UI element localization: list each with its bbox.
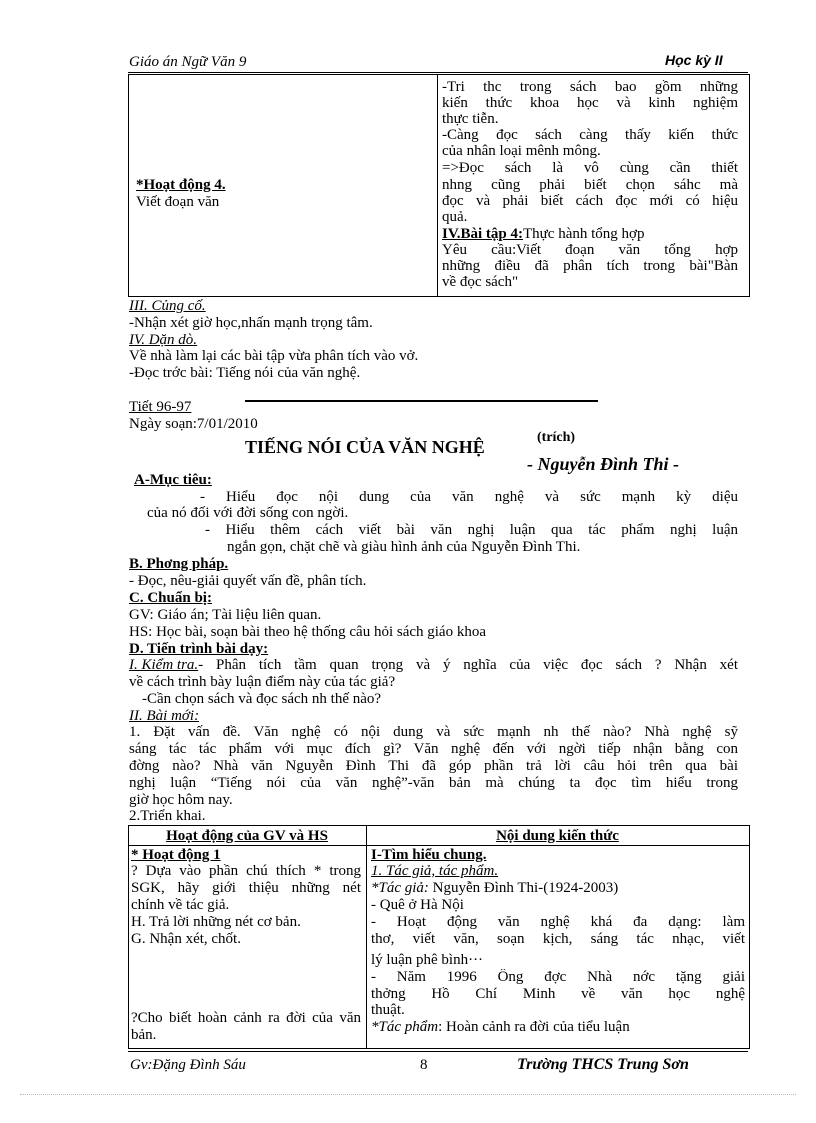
activity-line: chính về tác giả. [131,897,230,913]
process-heading: D. Tiến trình bài dạy: [129,641,269,657]
lesson-date: Ngày soạn:7/01/2010 [129,416,258,432]
author-label: *Tác giả: [371,880,429,896]
table-divider [437,74,438,296]
content-line: - Hoạt động văn nghệ khá đa dạng: làm [371,914,745,930]
check-label: I. Kiểm tra. [129,657,199,673]
header-rule [128,72,748,73]
content-line: - Năm 1996 Ông đợc Nhà nớc tặng giải [371,969,745,985]
objective-line: của nó đối với đời sống con ngời. [147,505,349,521]
table-divider [366,825,367,1048]
work-text: : Hoàn cảnh ra đời của tiểu luận [438,1019,630,1035]
activity-line: G. Nhận xét, chốt. [131,931,241,947]
new-lesson-line: sáng tác tác phẩm với mục đích gì? Văn nghệ đến với ngời tiếp nhận bằng con [129,741,738,757]
author-work-subheading: 1. Tác giả, tác phẩm. [371,863,499,879]
header-title: Giáo án Ngữ Văn 9 [129,54,247,70]
footer-rule [128,1051,748,1052]
work-line [371,1019,630,1035]
content-line: của nhân loại mênh mông. [442,143,601,159]
footer-page-number: 8 [420,1057,428,1073]
section-separator [245,400,598,402]
method-text: - Đọc, nêu-giải quyết vấn đề, phân tích. [129,573,367,589]
content-line: đọc và phải biết cách đọc mới có hiệu [442,193,738,209]
content-line: nhng cũng phải biết chọn sáhc mà [442,177,738,193]
objective-line: ngắn gọn, chặt chẽ và giàu hình ảnh của Nguyễn Đình Thi. [227,539,581,555]
activity-4-text: Viết đoạn văn [136,194,220,210]
content-line: những điều đã phân tích trong bài"Bàn [442,258,738,274]
content-line: quả. [442,209,468,225]
content-line: =>Đọc sách là vô cùng cần thiết [442,160,738,176]
preparation-heading: C. Chuẩn bị: [129,590,212,606]
objectives-heading: A-Mục tiêu: [134,472,212,488]
homework-heading: IV. Dặn dò. [129,332,198,348]
footer-rule [128,1048,748,1049]
new-lesson-line: đờng nào? Nhà văn Nguyễn Đình Thi đã góp phần trả lời câu hỏi trên qua bài [129,758,738,774]
activity-line: bản. [131,1027,157,1043]
exercise-heading: IV.Bài tập 4: [442,226,523,242]
new-lesson-line: giờ học hôm nay. [129,792,233,808]
preparation-line: GV: Giáo án; Tài liệu liên quan. [129,607,322,623]
content-line: - Quê ở Hà Nội [371,897,464,913]
activity-line: ?Cho biết hoàn cảnh ra đời của văn [131,1010,361,1026]
table-header-activity: Hoạt động của GV và HS [166,828,328,844]
content-line: Yêu cầu:Viết đoạn văn tổng hợp [442,242,738,258]
content-line: thơ, viết văn, soạn kịch, sáng tác nhạc, viết [371,931,745,947]
check-line [129,657,738,673]
check-line: về cách trình bày luận điểm này của tác giả? [129,674,396,690]
content-line: về đọc sách" [442,274,519,290]
exercise-line [442,226,644,242]
author-text: Nguyễn Đình Thi-(1924-2003) [428,880,619,896]
author-line [371,880,618,896]
lesson-title: TIẾNG NÓI CỦA VĂN NGHỆ [245,437,485,457]
work-label: *Tác phẩm [371,1019,439,1035]
homework-line: Về nhà làm lại các bài tập vừa phân tích vào vở. [129,348,419,364]
new-lesson-line: 2.Triển khai. [129,808,206,824]
page-boundary [20,1094,796,1096]
review-heading: III. Củng cố. [129,298,206,314]
footer-school: Trường THCS Trung Sơn [517,1056,689,1073]
lesson-author: - Nguyễn Đình Thi - [527,454,680,474]
lesson-title-note: (trích) [537,430,576,445]
objective-line: - Hiểu đọc nội dung của văn nghệ và sức mạnh kỳ diệu [200,489,738,505]
new-lesson-line: 1. Đặt vấn đề. Văn nghệ có nội dung và sức mạnh nh thế nào? Nhà nghệ sỹ [129,724,738,740]
content-line: -Tri thc trong sách bao gồm những [442,79,738,95]
table-header-content: Nội dung kiến thức [496,828,619,844]
activity-line: SGK, hãy giới thiệu những nét [131,880,361,896]
content-line: lý luận phê bình··· [371,952,484,968]
homework-line: -Đọc trớc bài: Tiếng nói của văn nghệ. [129,365,361,381]
activity-line: H. Trả lời những nét cơ bản. [131,914,301,930]
preparation-line: HS: Học bài, soạn bài theo hệ thống câu hỏi sách giáo khoa [129,624,486,640]
check-text: - Phân tích tầm quan trọng và ý nghĩa của việc đọc sách ? Nhận xét [198,657,738,673]
content-line: thuật. [371,1002,405,1018]
activity-4-heading: *Hoạt động 4. [136,177,226,193]
content-line: kiến thức khoa học và kinh nghiệm [442,95,738,111]
review-text: -Nhận xét giờ học,nhấn mạnh trọng tâm. [129,315,373,331]
activity-1-heading: * Hoạt động 1 [131,847,221,863]
method-heading: B. Phơng pháp. [129,556,229,572]
objective-line: - Hiểu thêm cách viết bài văn nghị luận qua tác phẩm nghị luận [205,522,738,538]
header-term: Học kỳ II [665,52,723,68]
content-line: thực tiễn. [442,111,499,127]
lesson-period: Tiết 96-97 [129,399,192,415]
new-lesson-heading: II. Bài mới: [129,708,200,724]
general-heading: I-Tìm hiểu chung. [371,847,487,863]
activity-line: ? Dựa vào phần chú thích * trong [131,863,361,879]
content-line: -Càng đọc sách càng thấy kiến thức [442,127,738,143]
footer-teacher: Gv:Đặng Đình Sáu [130,1057,246,1073]
check-line: -Cần chọn sách và đọc sách nh thế nào? [142,691,382,707]
new-lesson-line: nghị luận “Tiếng nói của văn nghệ”-văn bản mà chúng ta đọc tìm hiểu trong [129,775,738,791]
table-header-rule [128,845,749,846]
exercise-text: Thực hành tổng hợp [523,226,645,242]
content-line: thởng Hồ Chí Minh về văn học nghệ [371,986,745,1002]
